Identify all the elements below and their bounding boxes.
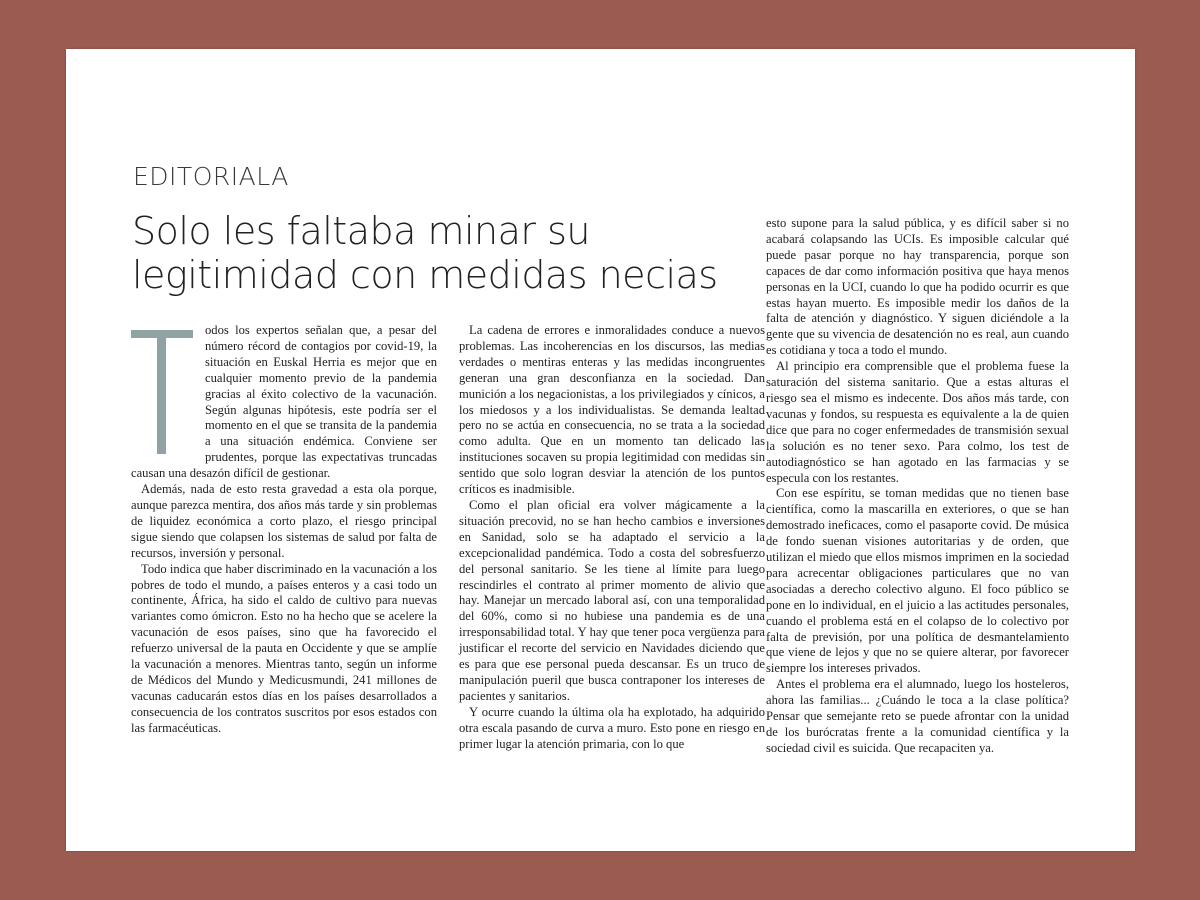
paragraph: Y ocurre cuando la última ola ha explotado, ha adquirido otra escala pasando de curva a muro. Esto pone en riesgo en primer lugar la atención primaria, con lo que [459, 704, 765, 751]
paragraph: odos los expertos señalan que, a pesar del número récord de contagios por covid-19, la situación en Euskal Herria es mejor que en cualquier momento previo de la pandemia gracias al éxito colectivo de la vacunación. Según algunas hipótesis, este podría ser el momento en el que se transita de la pandemia a una situación endémica. Conviene ser prudentes, porque las expectativas truncadas causan una desazón difícil de gestionar. [131, 323, 437, 481]
drop-cap-t [131, 323, 193, 455]
paragraph: Como el plan oficial era volver mágicamente a la situación precovid, no se han hecho cambios e inversiones en Sanidad, solo se ha adaptado el servicio a la excepcionalidad pandémica. Todo a costa del sobresfuerzo del personal sanitario. Se les tiene al límite para luego rescindirles el contrato al primer momento de alivio que hay. Manejar un mercado laboral así, con una temporalidad del 60%, como si no hubiese una pandemia es de una irresponsabilidad total. Y hay que tener poca vergüenza para justificar el recorte del servicio en Navidades diciendo que es para que ese personal pueda descansar. Es un truco de manipulación pueril que busca contraponer los intereses de pacientes y sanitarios. [459, 497, 765, 703]
paragraph: Al principio era comprensible que el problema fuese la saturación del sistema sanitario. Que a estas alturas el riesgo sea el mismo es indecente. Dos años más tarde, con vacunas y fondos, su respuesta es equivalente a la de quien dice que para no coger enfermedades de transmisión sexual la solución es no tener sexo. Para colmo, los test de autodiagnóstico se han agotado en las farmacias y se especula con los restantes. [766, 359, 1069, 485]
article-column-2 [459, 323, 765, 752]
paragraph: Todo indica que haber discriminado en la vacunación a los pobres de todo el mundo, a países enteros y a casi todo un continente, África, ha sido el caldo de cultivo para nuevas variantes como ómicron. Esto no ha hecho que se acelere la vacunación de esos países, sino que ha favorecido el refuerzo universal de la pauta en Occidente y que se amplíe la vacunación a menores. Mientras tanto, según un informe de Médicos del Mundo y Medicusmundi, 241 millones de vacunas caducarán estos días en los países desarrollados a consecuencia de los contratos suscritos por esos estados con las farmacéuticas. [131, 561, 437, 735]
headline: Solo les faltaba minar su legitimidad con medidas necias [132, 209, 718, 297]
paragraph: Además, nada de esto resta gravedad a esta ola porque, aunque parezca mentira, dos años más tarde y sin problemas de liquidez económica a corto plazo, el riesgo principal sigue siendo que colapsen los sistemas de salud por falta de recursos, inversión y personal. [131, 482, 437, 560]
paragraph: esto supone para la salud pública, y es difícil saber si no acabará colapsando las UCIs. Es imposible calcular qué puede pasar porque no hay transparencia, porque son capaces de dar como información positiva que haya menos personas en la UCI, cuando lo que ha podido ocurrir es que estas hayan muerto. Es imposible medir los daños de la falta de atención y diagnóstico. Y siguen diciéndole a la gente que su vivencia de desatención no es real, aun cuando es cotidiana y toca a todo el mundo. [766, 216, 1069, 358]
newspaper-page [66, 49, 1135, 851]
paragraph: Con ese espíritu, se toman medidas que no tienen base científica, como la mascarilla en exteriores, o que se han demostrado ineficaces, como el pasaporte covid. De música de fondo suenan visiones autoritarias y de orden, que utilizan el miedo que ellos mismos imprimen en la sociedad para acrecentar obligaciones particulares que no van asociadas a derecho colectivo alguno. El foco público se pone en lo individual, en el juicio a las actitudes personales, cuando el problema está en el colapso de lo colectivo por falta de previsión, por una política de desmantelamiento que viene de lejos y que no se quiere alterar, por favorecer siempre los intereses privados. [766, 486, 1069, 676]
article-column-3 [766, 216, 1069, 757]
article-column-1 [131, 323, 437, 737]
paragraph: Antes el problema era el alumnado, luego los hosteleros, ahora las familias... ¿Cuándo le toca a la clase política? Pensar que semejante reto se puede afrontar con la unidad de los burócratas frente a la comunidad científica y la sociedad civil es suicida. Que recapaciten ya. [766, 677, 1069, 755]
paragraph: La cadena de errores e inmoralidades conduce a nuevos problemas. Las incoherencias en los discursos, las medias verdades o mentiras enteras y las medidas incongruentes generan una gran desconfianza en la sociedad. Dan munición a los negacionistas, a los privilegiados y cínicos, a los miedosos y a los individualistas. Se demanda lealtad pero no se actúa en consecuencia, no se trata a la sociedad como adulta. Que en un momento tan delicado las instituciones socaven su propia legitimidad con medidas sin sentido que solo logran desviar la atención de los puntos críticos es inadmisible. [459, 323, 765, 497]
section-label: EDITORIALA [133, 162, 289, 191]
